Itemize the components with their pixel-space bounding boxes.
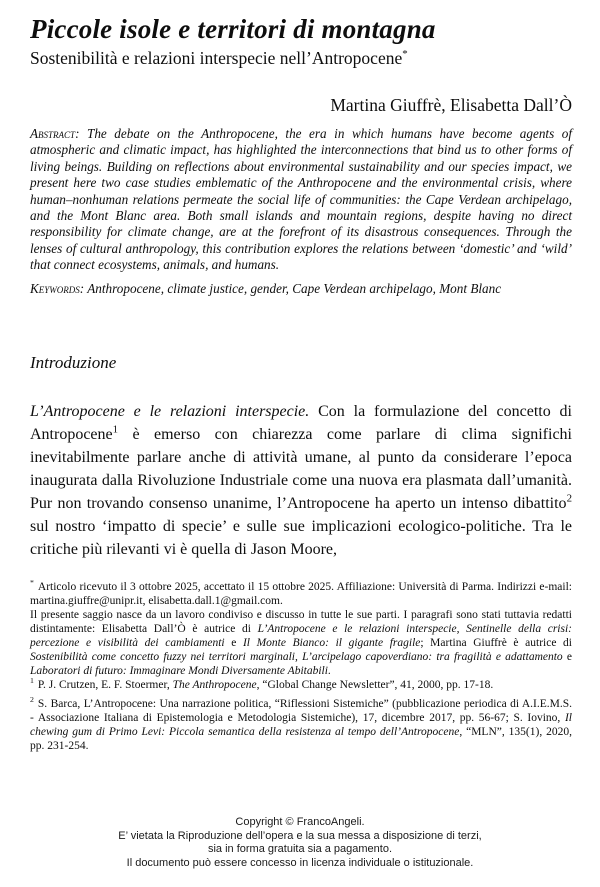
- footnote-1: [30, 678, 572, 692]
- footnote-star: [30, 580, 572, 608]
- introduction-paragraph: L’Antropocene e le relazioni interspecie. Con la formulazione del concetto di Antropocene$^1$ è emerso con chiarezza come parlare di clima significhi inevitabilmente parlare anche di attività umane, al punto da considerare l’epoca inaugurata dalla Rivoluzione Industriale come una nuova era plasmata dall’umanità. Pur non trovando consenso unanime, l’Antropocene ha aperto un intenso dibattito$^2$ sul nostro ‘impatto di specie’ e sulle sue implicazioni ecologico-politiche. Tra le critiche più rilevanti vi è quella di Jason Moore,: [30, 403, 572, 558]
- footnote-text: Articolo ricevuto il 3 ottobre 2025, accettato il 15 ottobre 2025. Affiliazione: Università di Parma. Indirizzi e-mail: martina.giuffre@unipr.it, elisabetta.dall.1@gmail.com.: [30, 581, 572, 607]
- introduction-section: [30, 352, 572, 561]
- footnote-text: S. Barca, L’Antropocene: Una narrazione politica, “Riflessioni Sistemiche” (pubblicazione periodica di A.I.E.M.S. - Associazione Italiana di Epistemologia e Metodologia Sistemiche), 17, dicembre 2017, pp. 56-67; S. Iovino, Il chewing gum di Primo Levi: Piccola semantica della resistenza al tempo dell’Antropocene, “MLN”, 135(1), 2020, pp. 231-254.: [30, 698, 572, 752]
- footnotes-block: [30, 580, 572, 753]
- copyright-line: sia in forma gratuita sia a pagamento.: [207, 843, 393, 855]
- keywords-text: : Anthropocene, climate justice, gender, Cape Verdean archipelago, Mont Blanc: [79, 280, 502, 296]
- footnote-star-continued: [30, 608, 572, 678]
- article-header: [30, 12, 572, 116]
- footnote-2: [30, 697, 572, 753]
- footnote-text: P. J. Crutzen, E. F. Stoermer, The Anthropocene, “Global Change Newsletter”, 41, 2000, pp. 17-18.: [37, 679, 494, 691]
- abstract-label: Abstract: [30, 126, 76, 141]
- subtitle-text: Sostenibilità e relazioni interspecie nell’Antropocene: [30, 48, 403, 68]
- copyright-line: E’ vietata la Riproduzione dell’opera e la sua messa a disposizione di terzi,: [118, 829, 482, 842]
- keywords-line: [30, 281, 572, 297]
- copyright-line: Copyright © FrancoAngeli.: [235, 816, 365, 828]
- article-authors: Martina Giuffrè, Elisabetta Dall’Ò: [330, 95, 572, 115]
- copyright-notice: [0, 816, 600, 870]
- article-subtitle: [30, 46, 572, 70]
- footnote-marker: 2: [30, 695, 34, 705]
- abstract-section: [30, 126, 572, 297]
- copyright-line: Il documento può essere concesso in licenza individuale o istituzionale.: [126, 856, 474, 869]
- subtitle-footnote-marker: *: [402, 48, 408, 61]
- article-title: Piccole isole e territori di montagna: [30, 14, 436, 44]
- section-heading-introduzione: Introduzione: [30, 353, 117, 372]
- keywords-label: Keywords: [30, 280, 80, 296]
- footnote-marker: 1: [30, 676, 34, 686]
- footnote-marker: *: [30, 578, 34, 588]
- footnote-text: Il presente saggio nasce da un lavoro condiviso e discusso in tutte le sue parti. I paragrafi sono stati tuttavia redatti distintamente: Elisabetta Dall’Ò è autrice di L’Antropocene e le relazioni interspecie, Sentinelle della crisi: percezione e visibilità dei cambiamenti e Il Monte Bianco: il gigante fragile; Martina Giuffrè è autrice di Sostenibilità come concetto fuzzy nei territori marginali, L’arcipelago capoverdiano: tra fragilità e adattamento e Laboratori di futuro: Immaginare Mondi Diversamente Abitabili.: [30, 609, 572, 677]
- abstract-text: : The debate on the Anthropocene, the era in which humans have become agents of atmospheric and climatic impact, has highlighted the interconnections that bind us to other forms of living beings. Building on reflections about environmental sustainability and our species impact, we present here two case studies emblematic of the Anthropocene and the environmental crisis, where human–nonhuman relations permeate the social life of communities: the Cape Verdean archipelago, and the Mont Blanc area. Both small islands and mountain regions, despite having no direct responsibility for climate change, are at the forefront of its disastrous consequences. Through the lenses of cultural anthropology, this contribution explores the relations between ‘domestic’ and ‘wild’ that connect ecosystems, animals, and humans.: [30, 126, 572, 273]
- abstract-paragraph: [30, 126, 572, 274]
